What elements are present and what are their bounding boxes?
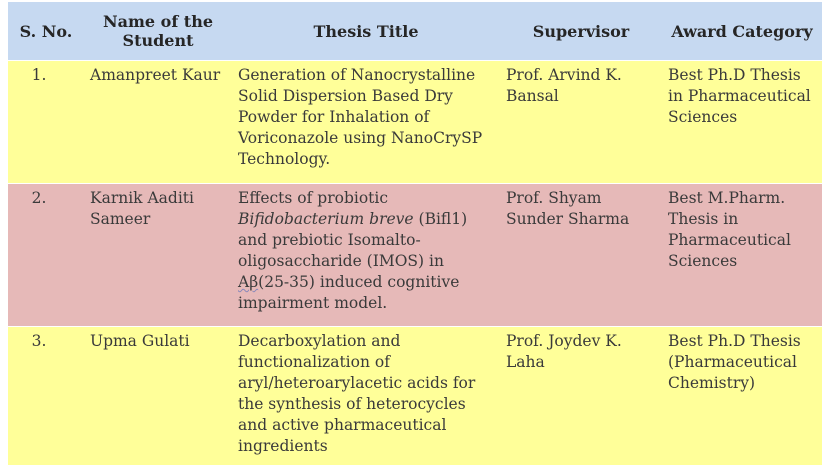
header-thesis: Thesis Title (232, 2, 500, 61)
header-supervisor: Supervisor (500, 2, 662, 61)
thesis-text: (Bifl1) and prebiotic Isomalto-oligosaccharide (IMOS) in (238, 210, 468, 270)
cell-student: Amanpreet Kaur (84, 61, 232, 184)
cell-thesis (232, 184, 500, 327)
table-row (8, 184, 822, 327)
cell-student: Karnik Aaditi Sameer (84, 184, 232, 327)
thesis-text: (25-35) induced cognitive impairment model. (238, 273, 460, 312)
cell-supervisor: Prof. Arvind K. Bansal (500, 61, 662, 184)
cell-award: Best Ph.D Thesis (Pharmaceutical Chemistry) (662, 327, 822, 465)
cell-thesis: Generation of Nanocrystalline Solid Dispersion Based Dry Powder for Inhalation of Voriconazole using NanoCrySP Technology. (232, 61, 500, 184)
cell-thesis: Decarboxylation and functionalization of aryl/heteroarylacetic acids for the synthesis of heterocycles and active pharmaceutical ingredients (232, 327, 500, 465)
cell-supervisor: Prof. Joydev K. Laha (500, 327, 662, 465)
awards-table (8, 2, 822, 465)
thesis-species-name: Bifidobacterium breve (238, 210, 414, 228)
header-award: Award Category (662, 2, 822, 61)
cell-award: Best M.Pharm. Thesis in Pharmaceutical Sciences (662, 184, 822, 327)
cell-supervisor: Prof. Shyam Sunder Sharma (500, 184, 662, 327)
header-student: Name of the Student (84, 2, 232, 61)
thesis-peptide-symbol: Aβ (238, 273, 259, 291)
table-row (8, 327, 822, 465)
cell-student: Upma Gulati (84, 327, 232, 465)
table-header-row (8, 2, 822, 61)
cell-award: Best Ph.D Thesis in Pharmaceutical Sciences (662, 61, 822, 184)
cell-sno: 2. (8, 184, 84, 327)
cell-sno: 3. (8, 327, 84, 465)
cell-sno: 1. (8, 61, 84, 184)
header-sno: S. No. (8, 2, 84, 61)
table-row (8, 61, 822, 184)
thesis-text: Effects of probiotic (238, 189, 389, 207)
